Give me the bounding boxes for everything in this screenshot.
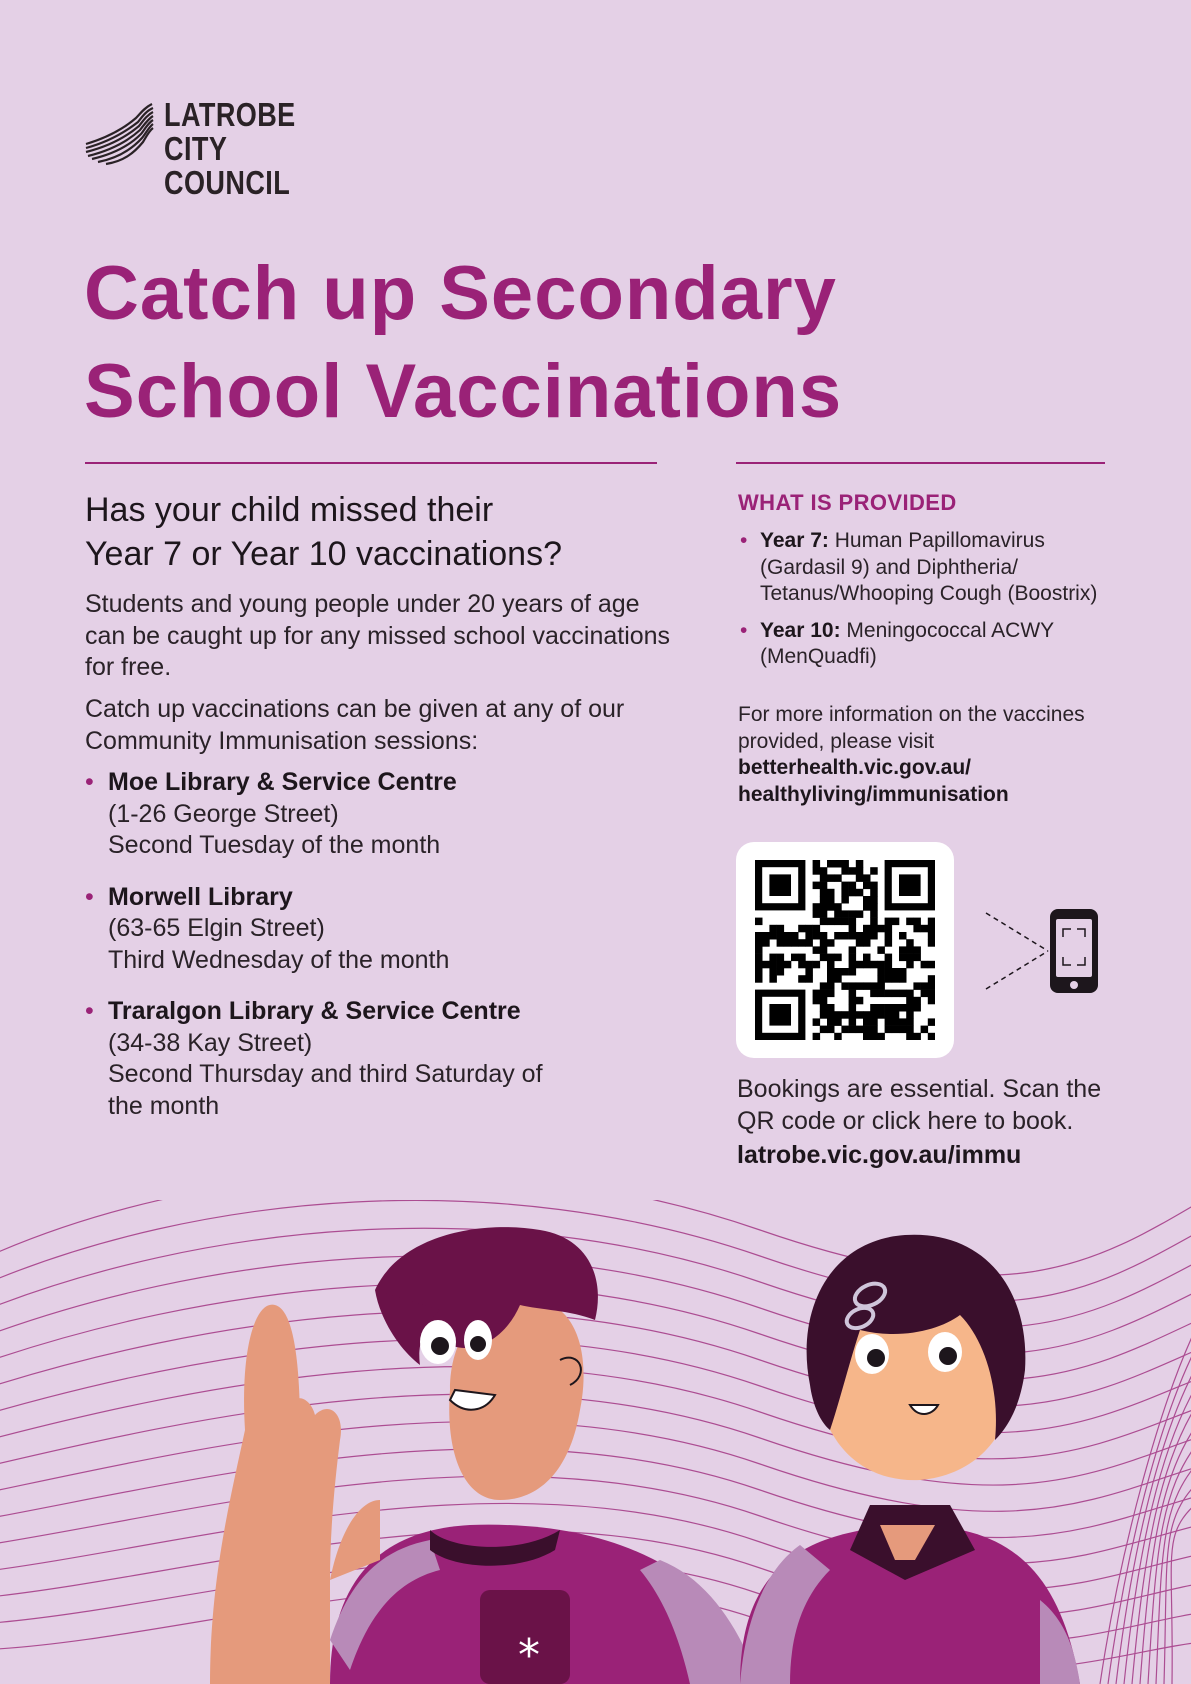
booking-info [737,1074,1137,1172]
session-name: Moe Library & Service Centre [108,768,457,796]
logo-line2: COUNCIL [164,164,291,201]
boy-figure [210,1227,760,1684]
list-item [738,618,1098,671]
left-divider [85,462,657,464]
session-name: Traralgon Library & Service Centre [108,997,521,1025]
logo-line1: LATROBE CITY [164,96,296,167]
section-subheading [85,488,675,576]
more-info [738,702,1118,808]
session-address: (1-26 George Street) [108,799,339,828]
subhead-line2: Year 7 or Year 10 vaccinations? [85,535,562,573]
session-name: Morwell Library [108,882,293,911]
list-item [85,767,685,862]
qr-code-pattern [755,860,935,1040]
qr-code[interactable] [736,842,954,1058]
council-logo [84,96,364,201]
session-address: (63-65 Elgin Street) [108,914,325,942]
item-label: Year 7: [760,529,829,552]
title-line1: Catch up Secondary [84,251,837,336]
provided-list [738,528,1098,681]
latrobe-logo-icon [84,100,160,166]
item-label: Year 10: [760,618,841,642]
right-divider [736,462,1105,464]
title-line2: School Vaccinations [84,349,843,434]
list-item [85,882,685,977]
students-illustration [0,1200,1191,1684]
session-address: (34-38 Kay Street) [108,1028,313,1057]
session-when: Second Tuesday of the month [108,831,441,859]
session-when: Third Wednesday of the month [108,945,450,974]
item-text: Meningococcal ACWY (MenQuadfi) [760,618,1054,668]
phone-scan-icon [980,905,1105,1000]
girl-figure [740,1235,1080,1684]
list-item [85,996,685,1122]
booking-link[interactable]: latrobe.vic.gov.au/immu [737,1141,1022,1169]
sessions-list [85,767,685,1142]
subhead-line1: Has your child missed their [85,491,494,529]
svg-text:*: * [518,1630,540,1681]
booking-text: Bookings are essential. Scan the QR code or click here to book. [737,1075,1102,1135]
item-text: Human Papillomavirus (Gardasil 9) and Diphtheria/ Tetanus/Whooping Cough (Boostrix) [760,529,1098,605]
intro-paragraph: Students and young people under 20 years of age can be caught up for any missed school vaccinations for free. [85,590,671,681]
sessions-paragraph: Catch up vaccinations can be given at any of our Community Immunisation sessions: [85,695,625,755]
provided-heading: WHAT IS PROVIDED [738,490,957,515]
list-item [738,528,1098,608]
page-title [84,245,1084,441]
session-when: Second Thursday and third Saturday of the month [108,1060,543,1120]
info-text: For more information on the vaccines provided, please visit [738,703,1085,753]
betterhealth-link[interactable]: betterhealth.vic.gov.au/ healthyliving/immunisation [738,756,1009,806]
